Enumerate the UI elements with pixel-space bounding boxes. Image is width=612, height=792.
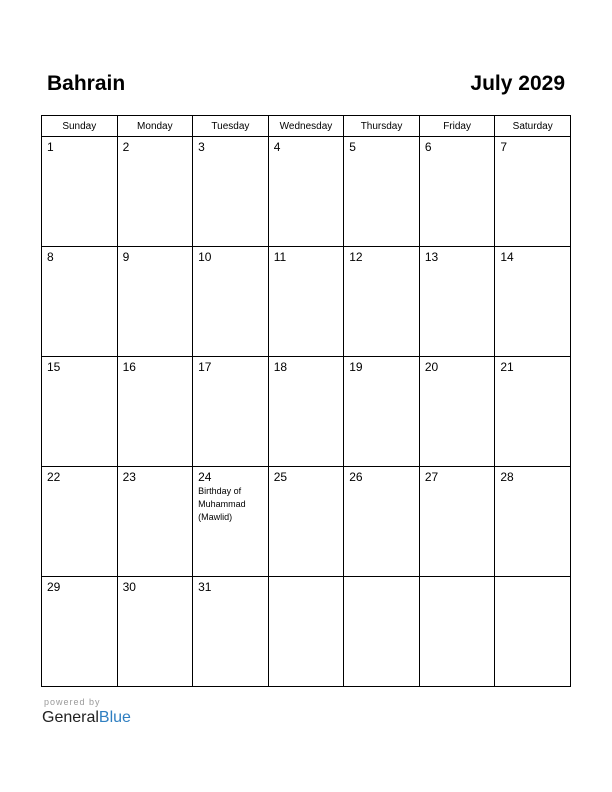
day-number: 12 — [349, 250, 363, 264]
day-number: 20 — [424, 360, 439, 374]
footer — [42, 697, 131, 728]
powered-by-text: powered by — [44, 697, 101, 707]
day-number: 19 — [349, 360, 363, 374]
day-number: 11 — [273, 250, 287, 264]
brand-general: General — [42, 709, 99, 726]
week-row — [42, 357, 571, 467]
day-cell — [193, 467, 269, 577]
day-cell — [495, 577, 571, 687]
day-cell — [344, 467, 420, 577]
weekday-saturday: Saturday — [495, 116, 571, 137]
day-cell — [117, 357, 193, 467]
day-number: 30 — [122, 580, 136, 594]
day-number: 18 — [273, 360, 288, 374]
day-cell — [268, 247, 344, 357]
day-number: 21 — [500, 360, 514, 374]
day-cell — [42, 467, 118, 577]
day-cell — [117, 577, 193, 687]
day-number — [420, 577, 495, 581]
day-cell — [419, 467, 495, 577]
country-title: Bahrain — [47, 72, 126, 95]
day-cell — [268, 357, 344, 467]
day-number: 4 — [273, 140, 281, 154]
day-number: 16 — [122, 360, 136, 374]
day-cell — [344, 357, 420, 467]
day-cell — [117, 247, 193, 357]
day-cell — [193, 137, 269, 247]
day-number: 14 — [500, 250, 514, 264]
calendar-grid — [41, 115, 571, 687]
day-cell — [344, 247, 420, 357]
weekday-header-row — [42, 116, 571, 137]
day-number: 26 — [349, 470, 363, 484]
day-number: 7 — [500, 140, 508, 154]
day-number: 23 — [122, 470, 136, 484]
day-cell — [117, 137, 193, 247]
weekday-thursday: Thursday — [344, 116, 420, 137]
weekday-sunday: Sunday — [42, 116, 118, 137]
day-cell — [419, 357, 495, 467]
week-row — [42, 577, 571, 687]
weekday-monday: Monday — [117, 116, 193, 137]
day-cell — [419, 137, 495, 247]
day-cell — [344, 137, 420, 247]
day-cell — [495, 467, 571, 577]
day-cell — [495, 137, 571, 247]
day-cell — [42, 137, 118, 247]
day-number: 2 — [122, 140, 130, 154]
generalblue-logo — [42, 708, 131, 728]
day-cell — [193, 247, 269, 357]
day-cell — [268, 137, 344, 247]
weekday-wednesday: Wednesday — [268, 116, 344, 137]
day-number: 28 — [500, 470, 514, 484]
day-cell — [42, 577, 118, 687]
week-row — [42, 137, 571, 247]
day-cell — [193, 357, 269, 467]
day-cell — [419, 247, 495, 357]
day-cell — [268, 577, 344, 687]
day-cell — [419, 577, 495, 687]
day-cell — [268, 467, 344, 577]
day-number: 29 — [47, 580, 61, 594]
holiday-label: Birthday of Muhammad (Mawlid) — [198, 486, 246, 522]
brand-blue: Blue — [98, 709, 131, 726]
day-number: 9 — [122, 250, 130, 264]
day-number: 24 — [198, 470, 212, 484]
day-cell — [42, 247, 118, 357]
day-number: 15 — [47, 360, 61, 374]
day-cell — [344, 577, 420, 687]
day-cell — [495, 357, 571, 467]
day-number: 10 — [198, 250, 212, 264]
day-cell — [495, 247, 571, 357]
day-number: 3 — [198, 140, 205, 154]
day-number: 13 — [424, 250, 439, 264]
day-number: 27 — [424, 470, 439, 484]
day-cell — [117, 467, 193, 577]
day-number: 6 — [424, 140, 432, 154]
day-number — [344, 577, 419, 581]
day-cell — [42, 357, 118, 467]
month-year-title: July 2029 — [470, 72, 565, 95]
day-number: 17 — [198, 360, 212, 374]
calendar-header — [47, 70, 565, 98]
weekday-friday: Friday — [419, 116, 495, 137]
day-number: 22 — [47, 470, 61, 484]
day-cell — [193, 577, 269, 687]
weekday-tuesday: Tuesday — [193, 116, 269, 137]
day-number: 8 — [47, 250, 54, 264]
week-row — [42, 247, 571, 357]
week-row — [42, 467, 571, 577]
day-number — [495, 577, 570, 581]
day-number: 25 — [273, 470, 288, 484]
day-number: 1 — [47, 140, 54, 154]
day-number: 31 — [198, 580, 212, 594]
day-number — [269, 577, 344, 581]
day-number: 5 — [349, 140, 356, 154]
